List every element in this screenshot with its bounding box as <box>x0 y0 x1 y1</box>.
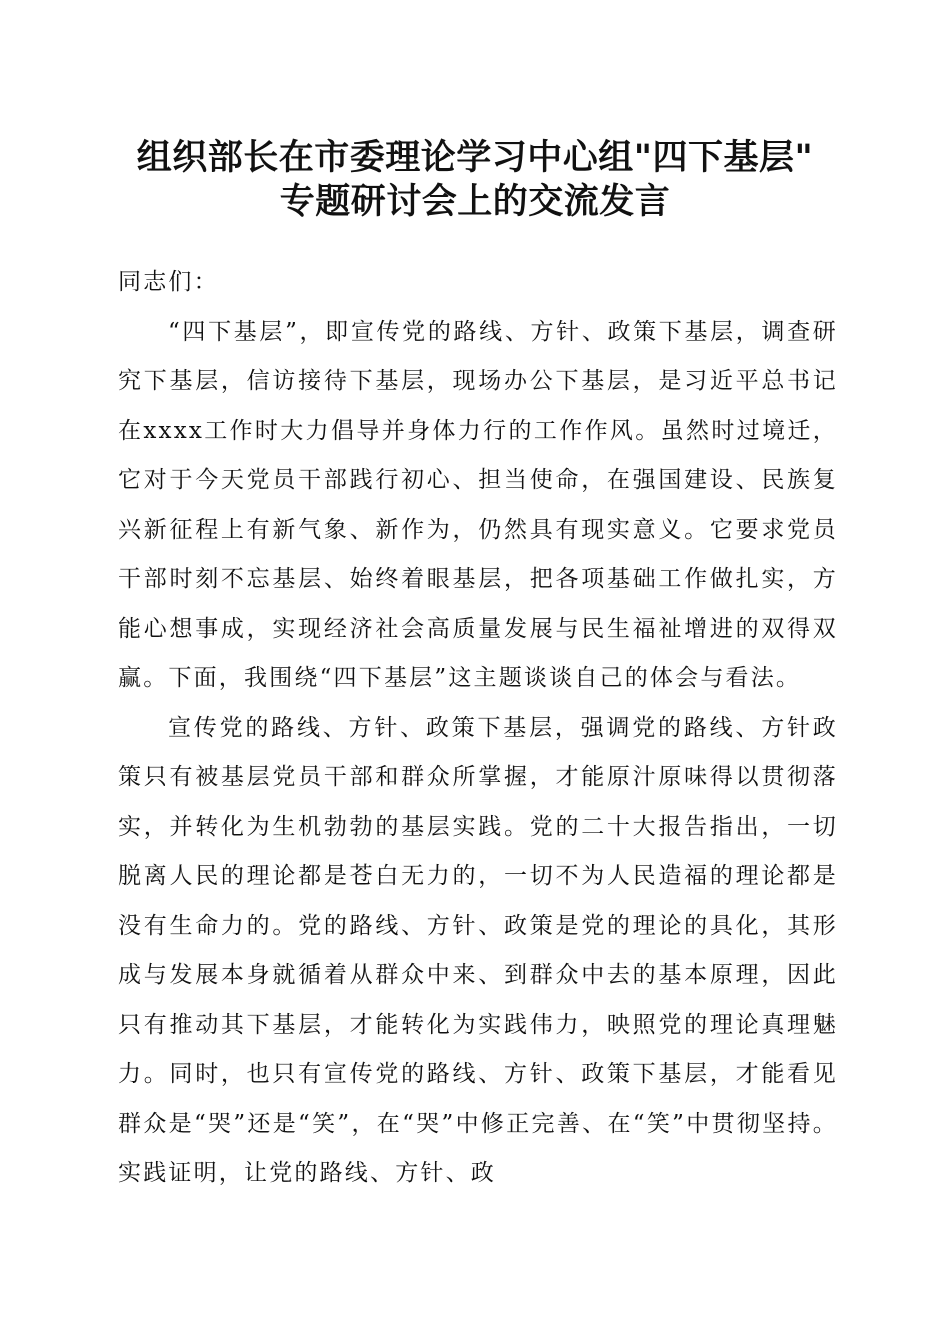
paragraph-policy: 宣传党的路线、方针、政策下基层，强调党的路线、方针政策只有被基层党员干部和群众所掌握，才能原汁原味得以贯彻落实，并转化为生机勃勃的基层实践。党的二十大报告指出，一切脱离人民的理论都是苍白无力的，一切不为人民造福的理论都是没有生命力的。党的路线、方针、政策是党的理论的具化，其形成与发展本身就循着从群众中来、到群众中去的基本原理，因此只有推动其下基层，才能转化为实践伟力，映照党的理论真理魅力。同时，也只有宣传党的路线、方针、政策下基层，才能看见群众是“哭”还是“笑”，在“哭”中修正完善、在“笑”中贯彻坚持。实践证明，让党的路线、方针、政 <box>118 714 838 1186</box>
document-title-line-2: 专题研讨会上的交流发言 <box>279 181 671 222</box>
document-body <box>118 258 838 1199</box>
salutation: 同志们： <box>118 269 219 295</box>
paragraph-intro: “四下基层”，即宣传党的路线、方针、政策下基层，调查研究下基层，信访接待下基层，现场办公下基层，是习近平总书记在xxxx工作时大力倡导并身体力行的工作作风。虽然时过境迁，它对于今天党员干部践行初心、担当使命，在强国建设、民族复兴新征程上有新气象、新作为，仍然具有现实意义。它要求党员干部时刻不忘基层、始终着眼基层，把各项基础工作做扎实，方能心想事成，实现经济社会高质量发展与民生福祉增进的双得双赢。下面，我围绕“四下基层”这主题谈谈自己的体会与看法。 <box>118 318 838 691</box>
document-title-line-1: 组织部长在市委理论学习中心组"四下基层" <box>136 137 814 178</box>
